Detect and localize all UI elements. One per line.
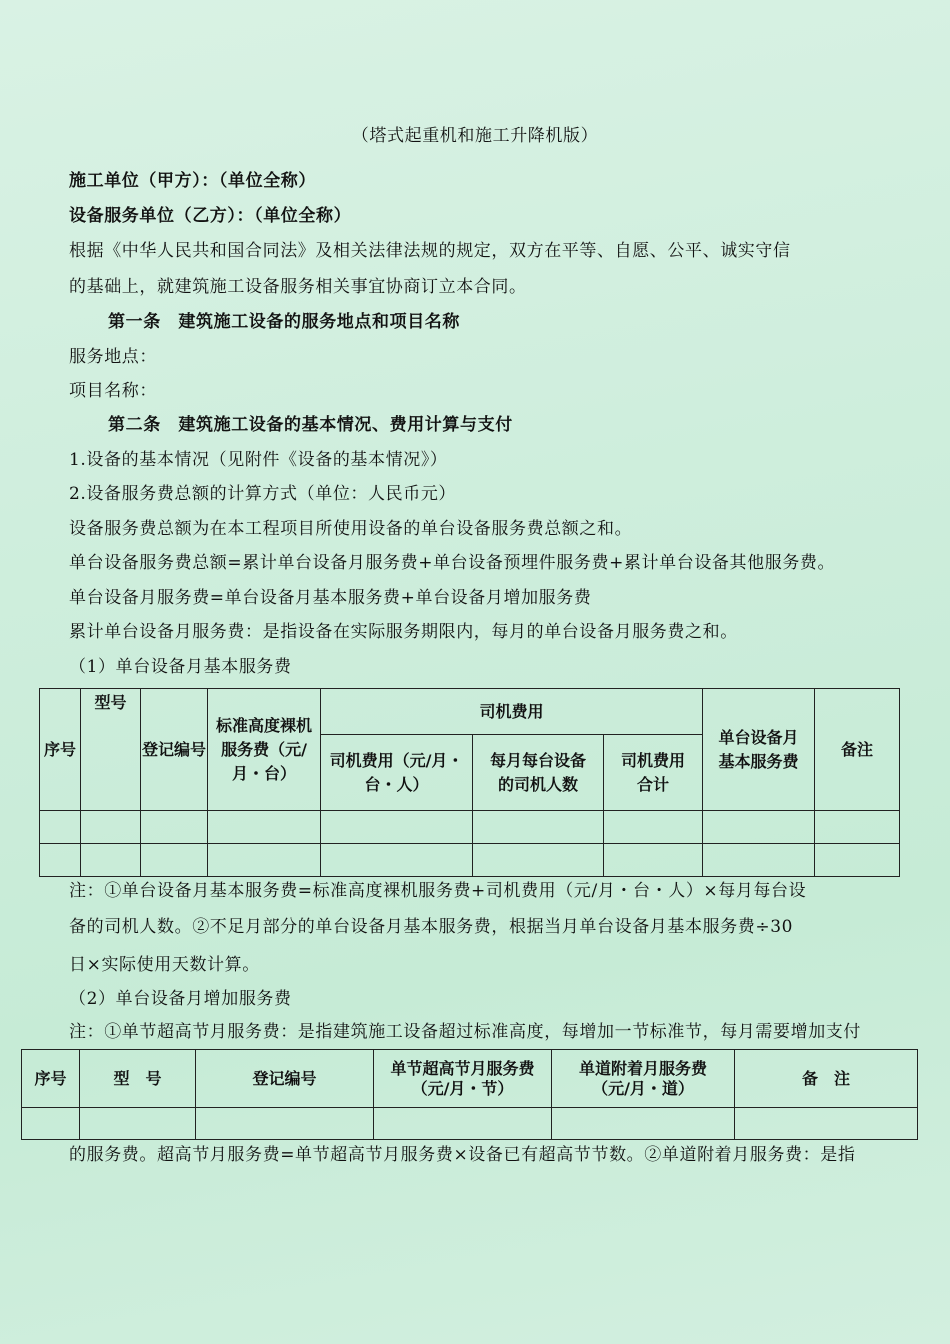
header-monthly-base-fee: 单台设备月基本服务费 — [703, 689, 815, 811]
doc-subtitle: （塔式起重机和施工升降机版） — [351, 126, 599, 146]
header-model: 型 号 — [80, 1050, 196, 1108]
header-remark: 备注 — [815, 689, 900, 811]
base-fee-table — [39, 688, 900, 877]
header-driver-count: 每月每台设备的司机人数 — [473, 735, 604, 811]
monthly-fee-formula: 单台设备月服务费=单台设备月基本服务费+单台设备月增加服务费 — [69, 588, 592, 608]
header-section-fee: 单节超高节月服务费（元/月・节） — [374, 1050, 552, 1108]
item2-fee-method: 2.设备服务费总额的计算方式（单位：人民币元） — [69, 484, 457, 504]
party-a-line: 施工单位（甲方）：（单位全称） — [69, 171, 316, 191]
project-name-label: 项目名称： — [69, 381, 157, 401]
note2-line1: 注：①单节超高节月服务费：是指建筑施工设备超过标准高度，每增加一节标准节，每月需要增加支付 — [69, 1022, 861, 1042]
header-model: 型号 — [81, 689, 141, 811]
header-reg-number: 登记编号 — [196, 1050, 374, 1108]
header-attach-fee: 单道附着月服务费（元/月・道） — [552, 1050, 735, 1108]
cumulative-fee-paragraph: 累计单台设备月服务费：是指设备在实际服务期限内，每月的单台设备月服务费之和。 — [69, 622, 738, 642]
intro-paragraph-line1: 根据《中华人民共和国合同法》及相关法律法规的规定，双方在平等、自愿、公平、诚实守信 — [69, 241, 791, 261]
fee-total-paragraph: 设备服务费总额为在本工程项目所使用设备的单台设备服务费总额之和。 — [69, 519, 633, 539]
header-driver-fee: 司机费用（元/月・台・人） — [321, 735, 473, 811]
note1-line2: 备的司机人数。②不足月部分的单台设备月基本服务费，根据当月单台设备月基本服务费÷30 — [69, 917, 794, 937]
header-seq: 序号 — [40, 689, 81, 811]
header-remark: 备 注 — [735, 1050, 918, 1108]
header-standard-fee: 标准高度裸机服务费（元/月・台） — [208, 689, 321, 811]
note1-line1: 注：①单台设备月基本服务费=标准高度裸机服务费+司机费用（元/月・台・人）×每月每台设 — [69, 881, 807, 901]
table-row — [40, 844, 900, 877]
subsection1-title: （1）单台设备月基本服务费 — [69, 657, 292, 677]
party-b-line: 设备服务单位（乙方）：（单位全称） — [69, 206, 352, 226]
service-location-label: 服务地点： — [69, 347, 157, 367]
subsection2-title: （2）单台设备月增加服务费 — [69, 989, 292, 1009]
table-row — [22, 1108, 918, 1140]
header-reg-number: 登记编号 — [141, 689, 208, 811]
article2-title: 第二条 建筑施工设备的基本情况、费用计算与支付 — [108, 415, 513, 435]
header-driver-total: 司机费用合计 — [604, 735, 703, 811]
additional-fee-table — [21, 1049, 918, 1140]
note1-line3: 日×实际使用天数计算。 — [69, 955, 260, 975]
note2-line2: 的服务费。超高节月服务费=单节超高节月服务费×设备已有超高节节数。②单道附着月服务费：是指 — [69, 1145, 856, 1165]
header-driver-costs: 司机费用 — [321, 689, 703, 735]
intro-paragraph-line2: 的基础上，就建筑施工设备服务相关事宜协商订立本合同。 — [69, 277, 527, 297]
single-total-formula: 单台设备服务费总额=累计单台设备月服务费+单台设备预埋件服务费+累计单台设备其他服务费。 — [69, 553, 836, 573]
article1-title: 第一条 建筑施工设备的服务地点和项目名称 — [108, 312, 460, 332]
item1-basic-info: 1.设备的基本情况（见附件《设备的基本情况》） — [69, 450, 448, 470]
header-seq: 序号 — [22, 1050, 80, 1108]
table-row — [40, 811, 900, 844]
